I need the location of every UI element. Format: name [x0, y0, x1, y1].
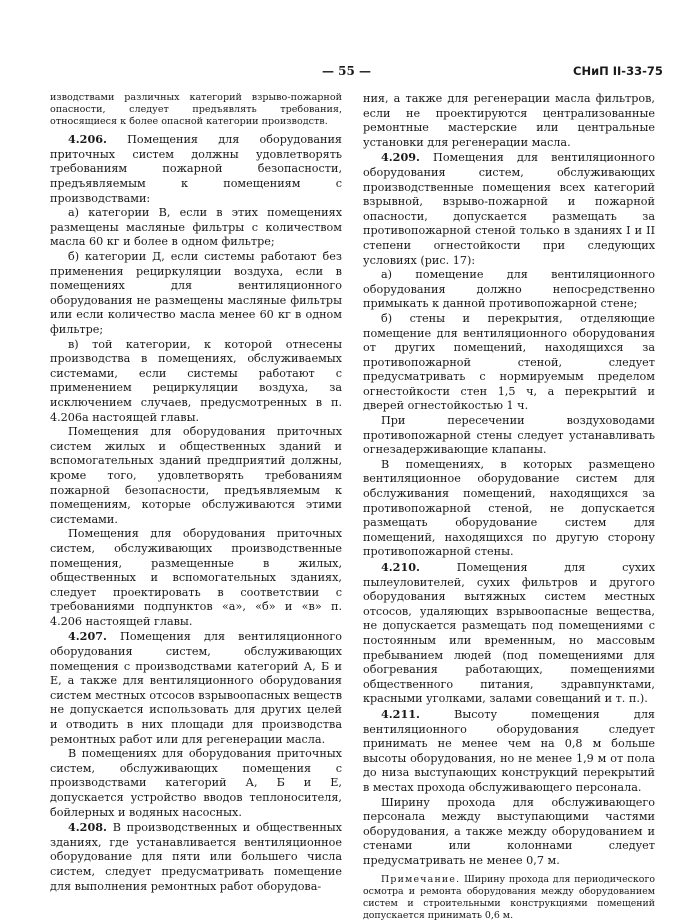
item-b: б) категории Д, если системы работают без применения рециркуляции воздуха, если в помещениях для вентиляционного оборудования не размещены масляные фильтры или если количество масла менее 60 кг в одном фильтре; [50, 250, 342, 336]
paragraph: В помещениях для оборудования приточных систем, обслуживающих помещения с производствами категорий А, Б и Е, допускается устройство вводов теплоносителя, бойлерных и водяных насосных. [50, 747, 342, 819]
section-4-206 [50, 132, 342, 206]
section-number: 4.208. [68, 820, 107, 835]
note-label: Примечание. [381, 874, 461, 886]
section-4-209 [363, 150, 655, 268]
section-4-207 [50, 629, 342, 747]
section-number: 4.211. [381, 706, 420, 721]
section-number: 4.209. [381, 150, 420, 165]
document-code: СНиП II-33-75 [573, 64, 663, 78]
continuation-text-left: изводствами различных категорий взрыво-пожарной опасности, следует предъявлять требования, относящиеся к более опасной категории производств. [50, 92, 342, 128]
section-text: Помещения для оборудования приточных систем должны удовлетворять требованиям пожарной безопасности, предъявляемым к помещениям с производствами: [50, 133, 342, 205]
section-text: В производственных и общественных зданиях, где устанавливается вентиляционное оборудование для пяти или большего числа систем, следует предусматривать помещение для выполнения ремонтных работ оборудова- [50, 821, 342, 893]
section-number: 4.210. [381, 560, 420, 574]
section-number: 4.207. [68, 629, 107, 644]
right-column [363, 92, 655, 922]
left-column [50, 92, 342, 894]
continuation-text-right: ния, а также для регенерации масла фильтров, если не проектируются централизованные ремонтные мастерские или центральные установки для регенерации масла. [363, 92, 655, 149]
section-number: 4.206. [68, 132, 107, 147]
note-text: Ширину прохода для периодического осмотра и ремонта оборудования между оборудованием систем и строительными конструкциями помещений допускается принимать 0,6 м. [363, 874, 655, 922]
section-text: Высоту помещения для вентиляционного оборудования следует принимать не менее чем на 0,8 м больше высоты оборудования, но не менее 1,9 м от пола до низа выступающих конструкций перекрытий в местах прохода обслуживающего персонала. [363, 707, 655, 794]
item-a: а) категории В, если в этих помещениях размещены масляные фильтры с количеством масла 60 кг и более в одном фильтре; [50, 206, 342, 249]
section-text: Помещения для вентиляционного оборудования систем, обслуживающих помещения с производствами категорий А, Б и Е, а также для вентиляционного оборудования систем местных отсосов взрывоопасных веществ не допускается использовать для других целей и отводить в них площади для производства ремонтных работ или для регенерации масла. [50, 630, 342, 746]
item-a: а) помещение для вентиляционного оборудования должно непосредственно примыкать к данной противопожарной стене; [363, 268, 655, 311]
page-number: — 55 — [322, 64, 372, 78]
paragraph: Ширину прохода для обслуживающего персонала между выступающими частями оборудования, а также между оборудованием и стенами или колоннами следует предусматривать не менее 0,7 м. [363, 795, 655, 867]
paragraph: Помещения для оборудования приточных систем, обслуживающих производственные помещения, размещенные в жилых, общественных и вспомогательных зданиях, следует проектировать в соответствии с требованиями подпунктов «а», «б» и «в» п. 4.206 настоящей главы. [50, 527, 342, 628]
section-text: Помещения для вентиляционного оборудования систем, обслуживающих производственные помещения всех категорий взрывной, взрыво-пожарной и пожарной опасности, допускается размещать за противопожарной стеной только в зданиях I и II степени огнестойкости при следующих условиях (рис. 17): [363, 151, 655, 267]
section-text: Помещения для сухих пылеуловителей, сухих фильтров и другого оборудования вытяжных систем местных отсосов, удаляющих взрывоопасные вещества, не допускается размещать под помещениями с постоянным или временным, но массовым пребыванием людей (под помещениями для обогревания работающих, помещениями общественного питания, здравпунктами, красными уголками, залами совещаний и т. п.). [363, 561, 655, 706]
paragraph: При пересечении воздуховодами противопожарной стены следует устанавливать огнезадерживающие клапаны. [363, 414, 655, 457]
item-b: б) стены и перекрытия, отделяющие помещение для вентиляционного оборудования от других помещений, находящихся за противопожарной стеной, следует предусматривать с нормируемым пределом огнестойкости стен 1,5 ч, а перекрытий и дверей огнестойкостью 1 ч. [363, 311, 655, 413]
section-4-208 [50, 820, 342, 894]
paragraph: В помещениях, в которых размещено вентиляционное оборудование систем для обслуживания помещений, находящихся за противопожарной стеной, не допускается размещать оборудование систем для помещений, находящихся по другую сторону противопожарной стены. [363, 457, 655, 559]
section-4-211 [363, 707, 655, 796]
section-4-210 [363, 560, 655, 707]
item-v: в) той категории, к которой отнесены производства в помещениях, обслуживаемых системами, если системы работают с применением рециркуляции воздуха, за исключением случаев, предусмотренных в п. 4.206а настоящей главы. [50, 337, 342, 424]
paragraph: Помещения для оборудования приточных систем жилых и общественных зданий и вспомогательных зданий предприятий должны, кроме того, удовлетворять требованиям пожарной безопасности, предъявляемым к помещениям, которые обслуживаются этими системами. [50, 425, 342, 526]
note [363, 874, 655, 922]
